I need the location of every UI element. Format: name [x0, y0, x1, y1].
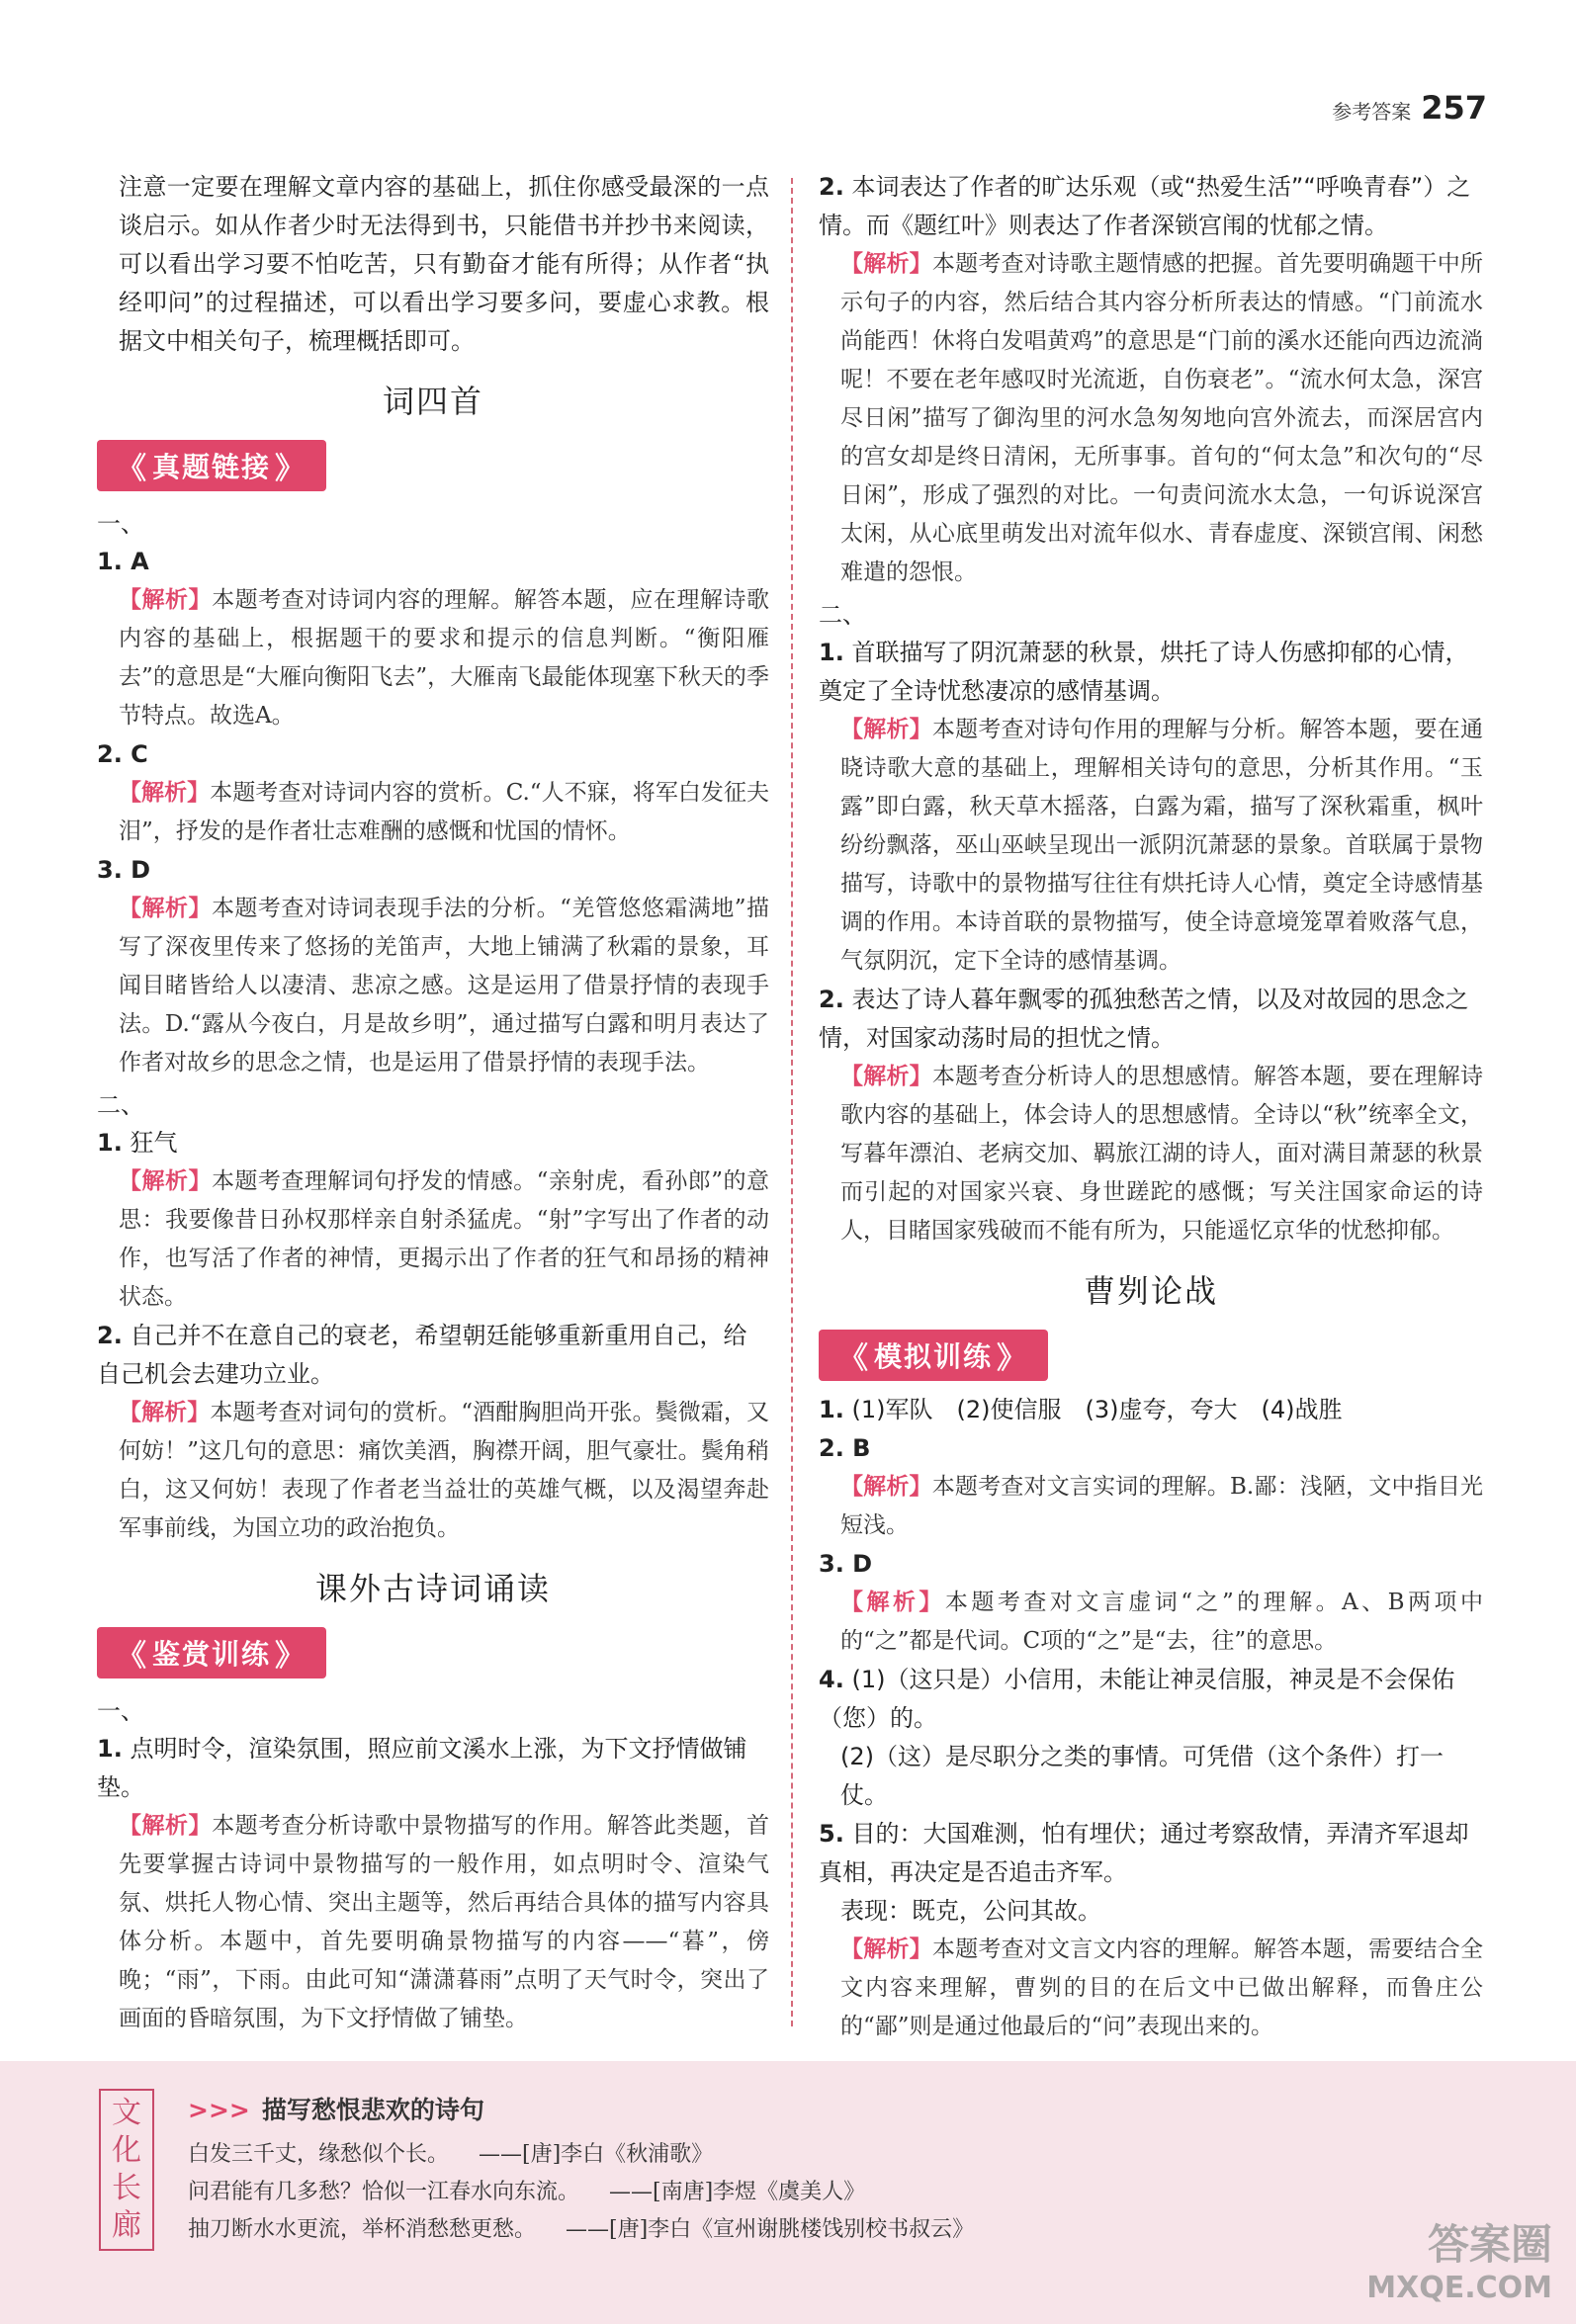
question-label: 1.	[97, 1129, 123, 1157]
answer-text: (1)（这只是）小信用，未能让神灵信服，神灵是不会保佑（您）的。	[819, 1666, 1455, 1732]
answer-text: 首联描写了阴沉萧瑟的秋景，烘托了诗人伤感抑郁的心情，奠定了全诗忧愁凄凉的感情基调。	[819, 639, 1469, 705]
answer	[97, 1317, 769, 1394]
question-label: 2. B	[819, 1434, 871, 1462]
poem-text: 白发三千丈，缘愁似个长。	[188, 2142, 450, 2167]
analysis-tag: 【解析】	[119, 780, 211, 806]
answer	[819, 1391, 1483, 1429]
question-label: 4.	[819, 1666, 844, 1693]
analysis-text: 本题考查分析诗歌中景物描写的作用。解答此类题，首先要掌握古诗词中景物描写的一般作用，如点明时令、渲染气氛、烘托人物心情、突出主题等，然后再结合具体的描写内容具体分析。本题中，首先要明确景物描写的内容——“暮”，傍晚；“雨”，下雨。由此可知“潇潇暮雨”点明了天气时令，突出了画面的昏暗氛围，为下文抒情做了铺垫。	[119, 1813, 770, 2031]
analysis-text: 本题考查对词句的赏析。“酒酣胸胆尚开张。鬓微霜，又何妨！”这几句的意思：痛饮美酒，胸襟开阔，胆气豪壮。鬓角稍白，这又何妨！表现了作者老当益壮的英雄气概，以及渴望奔赴军事前线，为国立功的政治抱负。	[119, 1400, 770, 1541]
analysis-text: 本题考查对文言文内容的理解。解答本题，需要结合全文内容来理解，曹刿的目的在后文中已做出解释，而鲁庄公的“鄙”则是通过他最后的“问”表现出来的。	[840, 1937, 1484, 2039]
analysis-tag: 【解析】	[840, 1064, 932, 1089]
footer-title	[188, 2091, 484, 2126]
poem-author: ——[唐]李白《宣州谢朓楼饯别校书叔云》	[566, 2217, 975, 2242]
header-label: 参考答案	[1332, 100, 1412, 124]
answer	[97, 1730, 769, 1807]
right-column	[819, 168, 1483, 2046]
part-marker: 一、	[97, 1697, 144, 1725]
banner-label: 真题链接	[152, 451, 272, 483]
analysis-text: 本题考查对诗词内容的赏析。C.“人不寐，将军白发征夫泪”，抒发的是作者壮志难酬的感慨和忧国的情怀。	[119, 780, 769, 844]
answer	[819, 1815, 1483, 1892]
question-label: 2.	[819, 173, 844, 201]
part-marker: 二、	[819, 601, 866, 629]
culture-corridor-footer	[0, 2061, 1576, 2324]
part-marker: 二、	[97, 1091, 144, 1119]
poem-lines	[188, 2136, 974, 2249]
banner-label: 鉴赏训练	[152, 1638, 272, 1671]
analysis-text: 本题考查对文言实词的理解。B.鄙：浅陋，文中指目光短浅。	[840, 1474, 1484, 1538]
section-title-ci-si-shou: 词四首	[382, 383, 483, 420]
analysis	[819, 711, 1483, 981]
question-label: 1.	[819, 1396, 844, 1423]
analysis-tag: 【解析】	[840, 1937, 932, 1962]
question-label: 1.	[97, 1735, 123, 1763]
side-char: 文	[112, 2096, 141, 2130]
poem-text: 抽刀断水水更流，举杯消愁愁更愁。	[188, 2217, 537, 2242]
analysis	[97, 1394, 769, 1548]
analysis	[97, 581, 769, 735]
question-label: 2. C	[97, 740, 148, 768]
answer	[819, 981, 1483, 1058]
analysis-tag: 【解析】	[840, 717, 932, 742]
poem-line	[188, 2136, 974, 2174]
banner-zhenti: 《 真题链接 》	[97, 440, 326, 491]
question-label: 3. D	[97, 856, 151, 884]
analysis	[97, 774, 769, 851]
question-label: 1. A	[97, 548, 149, 575]
answer-text: (2)（这）是尽职分之类的事情。可凭借（这个条件）打一仗。	[840, 1743, 1444, 1809]
side-char: 廊	[112, 2208, 141, 2243]
side-char: 化	[112, 2133, 141, 2168]
analysis	[819, 1931, 1483, 2046]
analysis-text: 本题考查对诗词内容的理解。解答本题，应在理解诗歌内容的基础上，根据题干的要求和提示的信息判断。“衡阳雁去”的意思是“大雁向衡阳飞去”，大雁南飞最能体现塞下秋天的季节特点。故选A。	[119, 587, 770, 729]
analysis	[819, 1584, 1483, 1661]
section-title-kewai: 课外古诗词诵读	[314, 1570, 551, 1607]
poem-author: ——[唐]李白《秋浦歌》	[479, 2142, 714, 2167]
analysis-tag: 【解析】	[119, 1168, 212, 1194]
answer	[819, 168, 1483, 245]
poem-text: 问君能有几多愁？恰似一江春水向东流。	[188, 2180, 580, 2204]
question-label: 1.	[819, 639, 844, 666]
section-title-cao-gui: 曹刿论战	[1083, 1272, 1218, 1310]
answer-text: 点明时令，渲染氛围，照应前文溪水上涨，为下文抒情做铺垫。	[97, 1735, 747, 1801]
analysis-tag: 【解析】	[119, 1400, 211, 1425]
question-label: 2.	[819, 986, 844, 1013]
analysis	[819, 1468, 1483, 1545]
left-column	[97, 168, 769, 2038]
analysis	[819, 1058, 1483, 1250]
analysis	[819, 245, 1483, 592]
question-label: 2.	[97, 1322, 123, 1349]
analysis-text: 本题考查对诗句作用的理解与分析。解答本题，要在通晓诗歌大意的基础上，理解相关诗句的意思，分析其作用。“玉露”即白露，秋天草木摇落，白露为霜，描写了深秋霜重，枫叶纷纷飘落，巫山巫峡呈现出一派阴沉萧瑟的景象。首联属于景物描写，诗歌中的景物描写往往有烘托诗人心情，奠定全诗感情基调的作用。本诗首联的景物描写，使全诗意境笼罩着败落气息，气氛阴沉，定下全诗的感情基调。	[840, 717, 1484, 974]
analysis	[97, 1162, 769, 1317]
answer-text: 本词表达了作者的旷达乐观（或“热爱生活”“呼唤青春”）之情。而《题红叶》则表达了作者深锁宫闱的忧郁之情。	[819, 173, 1471, 239]
column-divider	[791, 178, 793, 2026]
page-header	[1332, 89, 1487, 127]
analysis-text: 本题考查对文言虚词“之”的理解。A、B两项中的“之”都是代词。C项的“之”是“去，往”的意思。	[840, 1590, 1484, 1654]
part-marker: 一、	[97, 510, 144, 538]
watermark-url: MXQE.COM	[1366, 2271, 1552, 2305]
poem-line	[188, 2174, 974, 2211]
analysis	[97, 1807, 769, 2038]
answer-text: 狂气	[130, 1129, 178, 1157]
answer-text: 表现：既克，公问其故。	[840, 1897, 1101, 1925]
banner-jianshang: 《 鉴赏训练 》	[97, 1627, 326, 1678]
analysis-tag: 【解析】	[840, 1590, 945, 1615]
answer	[97, 1124, 769, 1162]
analysis	[97, 890, 769, 1082]
watermark-text: 答案圈	[1427, 2220, 1552, 2269]
analysis-tag: 【解析】	[840, 251, 932, 277]
arrows-icon: >>>	[188, 2096, 250, 2124]
answer-text: 自己并不在意自己的衰老，希望朝廷能够重新重用自己，给自己机会去建功立业。	[97, 1322, 747, 1388]
banner-moni: 《 模拟训练 》	[819, 1330, 1048, 1381]
analysis-text: 本题考查分析诗人的思想感情。解答本题，要在理解诗歌内容的基础上，体会诗人的思想感情。全诗以“秋”统率全文，写暮年漂泊、老病交加、羁旅江湖的诗人，面对满目萧瑟的秋景而引起的对国家兴衰、身世蹉跎的感慨；写关注国家命运的诗人，目睹国家残破而不能有所为，只能遥忆京华的忧愁抑郁。	[840, 1064, 1484, 1244]
analysis-tag: 【解析】	[119, 587, 213, 613]
intro-paragraph: 注意一定要在理解文章内容的基础上，抓住你感受最深的一点谈启示。如从作者少时无法得到书，只能借书并抄书来阅读，可以看出学习要不怕吃苦，只有勤奋才能有所得；从作者“执经叩问”的过程描述，可以看出学习要多问，要虚心求教。根据文中相关句子，梳理概括即可。	[119, 173, 769, 355]
footer-title-text: 描写愁恨悲欢的诗句	[261, 2096, 484, 2124]
page-number: 257	[1421, 89, 1487, 127]
question-label: 5.	[819, 1820, 844, 1848]
analysis-text: 本题考查理解词句抒发的情感。“亲射虎，看孙郎”的意思：我要像昔日孙权那样亲自射杀猛虎。“射”字写出了作者的动作，也写活了作者的神情，更揭示出了作者的狂气和昂扬的精神状态。	[119, 1168, 769, 1310]
analysis-text: 本题考查对诗歌主题情感的把握。首先要明确题干中所示句子的内容，然后结合其内容分析所表达的情感。“门前流水尚能西！休将白发唱黄鸡”的意思是“门前的溪水还能向西边流淌呢！不要在老年感叹时光流逝，自伤衰老”。“流水何太急，深宫尽日闲”描写了御沟里的河水急匆匆地向宫外流去，而深居宫内的宫女却是终日清闲，无所事事。首句的“何太急”和次句的“尽日闲”，形成了强烈的对比。一句责问流水太急，一句诉说深宫太闲，从心底里萌发出对流年似水、青春虚度、深锁宫闱、闲愁难遣的怨恨。	[840, 251, 1484, 585]
poem-author: ——[南唐]李煜《虞美人》	[609, 2180, 866, 2204]
analysis-tag: 【解析】	[119, 896, 212, 921]
culture-corridor-label	[99, 2089, 154, 2251]
answer	[819, 1661, 1483, 1738]
question-label: 3. D	[819, 1550, 873, 1578]
answer-text: (1)军队 (2)使信服 (3)虚夸，夸大 (4)战胜	[851, 1396, 1343, 1423]
analysis-text: 本题考查对诗词表现手法的分析。“羌管悠悠霜满地”描写了深夜里传来了悠扬的羌笛声，大地上铺满了秋霜的景象，耳闻目睹皆给人以凄清、悲凉之感。这是运用了借景抒情的表现手法。D.“露从今夜白，月是故乡明”，通过描写白露和明月表达了作者对故乡的思念之情，也是运用了借景抒情的表现手法。	[119, 896, 769, 1076]
answer-text: 表达了诗人暮年飘零的孤独愁苦之情，以及对故园的思念之情，对国家动荡时局的担忧之情。	[819, 986, 1469, 1052]
answer	[819, 634, 1483, 711]
analysis-tag: 【解析】	[840, 1474, 932, 1500]
analysis-tag: 【解析】	[119, 1813, 213, 1839]
banner-label: 模拟训练	[874, 1340, 994, 1373]
side-char: 长	[112, 2171, 141, 2205]
watermark	[1366, 2220, 1552, 2310]
poem-line	[188, 2211, 974, 2249]
answer-text: 目的：大国难测，怕有埋伏；通过考察敌情，弄清齐军退却真相，再决定是否追击齐军。	[819, 1820, 1469, 1886]
